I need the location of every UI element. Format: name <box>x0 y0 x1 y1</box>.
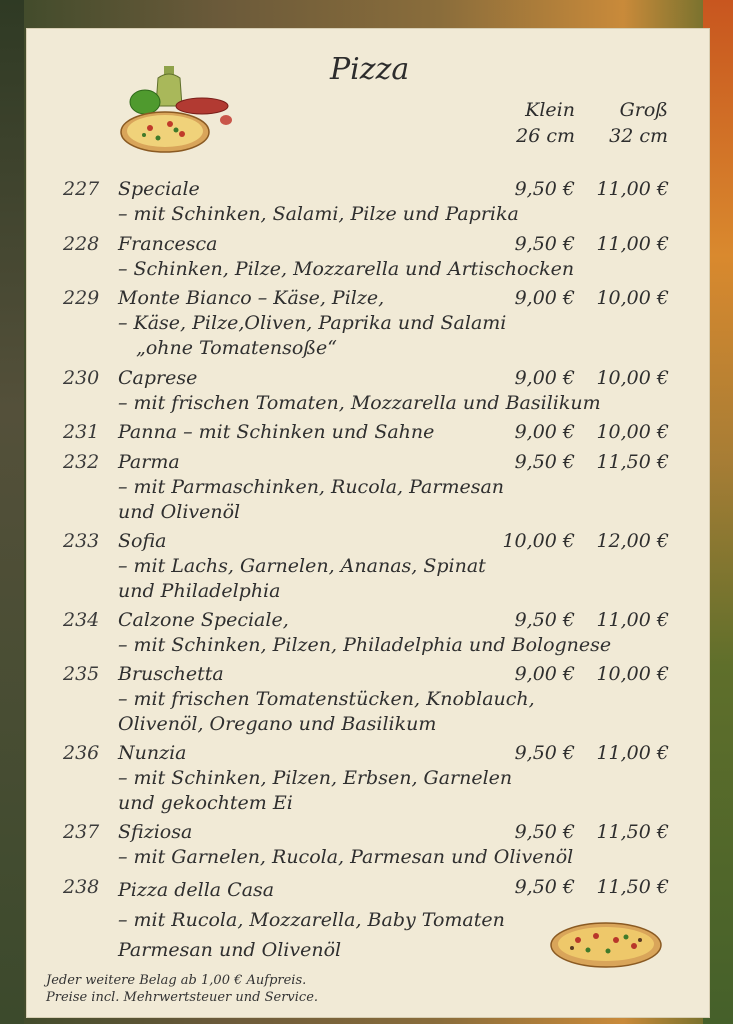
item-name: Speciale <box>118 178 200 200</box>
price-large: 10,00 € <box>596 287 669 309</box>
item-number: 235 <box>63 663 100 685</box>
price-large: 11,00 € <box>596 233 669 255</box>
item-ingredients: – mit Lachs, Garnelen, Ananas, Spinat <box>118 555 486 577</box>
item-number: 227 <box>63 178 100 200</box>
item-ingredients: und Olivenöl <box>118 501 241 523</box>
item-name: Pizza della Casa <box>118 879 275 901</box>
item-ingredients: – mit Garnelen, Rucola, Parmesan und Olivenöl <box>118 846 574 868</box>
item-ingredients: – Schinken, Pilze, Mozzarella und Artischocken <box>118 258 575 280</box>
price-small: 9,50 € <box>514 876 575 898</box>
item-number: 238 <box>63 876 100 898</box>
column-small-size: 26 cm <box>516 125 575 147</box>
item-number: 236 <box>63 742 100 764</box>
item-ingredients: – Käse, Pilze,Oliven, Paprika und Salami <box>118 312 507 334</box>
item-ingredients: – mit Schinken, Pilzen, Erbsen, Garnelen <box>118 767 513 789</box>
price-small: 9,50 € <box>514 821 575 843</box>
price-small: 9,50 € <box>514 609 575 631</box>
menu-title: Pizza <box>330 52 410 87</box>
footer-extra-topping-note: Jeder weitere Belag ab 1,00 € Aufpreis. <box>46 973 307 988</box>
price-large: 11,50 € <box>596 876 669 898</box>
pizza-icon <box>548 918 666 976</box>
price-large: 11,50 € <box>596 451 669 473</box>
price-large: 11,00 € <box>596 609 669 631</box>
item-ingredients: und gekochtem Ei <box>118 792 293 814</box>
price-large: 11,00 € <box>596 742 669 764</box>
price-large: 10,00 € <box>596 663 669 685</box>
item-ingredients: und Philadelphia <box>118 580 281 602</box>
column-large-label: Groß <box>619 99 668 121</box>
item-ingredients: – mit Schinken, Pilzen, Philadelphia und Bolognese <box>118 634 612 656</box>
item-number: 228 <box>63 233 100 255</box>
item-ingredients: – mit Schinken, Salami, Pilze und Paprika <box>118 203 519 225</box>
item-name: Monte Bianco – Käse, Pilze, <box>118 287 385 309</box>
price-small: 9,50 € <box>514 451 575 473</box>
item-name: Bruschetta <box>118 663 224 685</box>
price-small: 10,00 € <box>502 530 575 552</box>
price-large: 11,00 € <box>596 178 669 200</box>
item-name: Caprese <box>118 367 198 389</box>
price-small: 9,00 € <box>514 421 575 443</box>
item-name: Parma <box>118 451 180 473</box>
item-ingredients: – mit Parmaschinken, Rucola, Parmesan <box>118 476 505 498</box>
item-ingredients: – mit frischen Tomatenstücken, Knoblauch, <box>118 688 535 710</box>
price-small: 9,00 € <box>514 287 575 309</box>
item-name: Sofia <box>118 530 167 552</box>
item-number: 233 <box>63 530 100 552</box>
column-small-label: Klein <box>525 99 575 121</box>
item-name: Francesca <box>118 233 218 255</box>
menu-footer <box>46 972 318 1006</box>
price-large: 10,00 € <box>596 421 669 443</box>
item-number: 234 <box>63 609 100 631</box>
item-number: 231 <box>63 421 100 443</box>
item-name: Sfiziosa <box>118 821 193 843</box>
pizza-ingredients-icon <box>120 60 235 164</box>
column-large-size: 32 cm <box>609 125 668 147</box>
price-large: 12,00 € <box>596 530 669 552</box>
price-small: 9,50 € <box>514 742 575 764</box>
item-ingredients: – mit Rucola, Mozzarella, Baby Tomaten <box>118 909 505 931</box>
column-header-small <box>516 97 575 149</box>
item-name: Nunzia <box>118 742 187 764</box>
price-small: 9,50 € <box>514 178 575 200</box>
item-number: 230 <box>63 367 100 389</box>
item-name: Calzone Speciale, <box>118 609 289 631</box>
item-ingredients: – mit frischen Tomaten, Mozzarella und Basilikum <box>118 392 601 414</box>
item-name: Panna – mit Schinken und Sahne <box>118 421 435 443</box>
background-left-edge <box>0 0 24 1024</box>
price-small: 9,00 € <box>514 367 575 389</box>
price-large: 10,00 € <box>596 367 669 389</box>
item-ingredients: Olivenöl, Oregano und Basilikum <box>118 713 437 735</box>
item-ingredients: „ohne Tomatensoße“ <box>136 337 337 359</box>
item-ingredients: Parmesan und Olivenöl <box>118 939 342 961</box>
price-large: 11,50 € <box>596 821 669 843</box>
column-header-large <box>609 97 668 149</box>
price-small: 9,50 € <box>514 233 575 255</box>
item-number: 237 <box>63 821 100 843</box>
footer-tax-note: Preise incl. Mehrwertsteuer und Service. <box>46 990 319 1005</box>
item-number: 229 <box>63 287 100 309</box>
price-small: 9,00 € <box>514 663 575 685</box>
item-number: 232 <box>63 451 100 473</box>
